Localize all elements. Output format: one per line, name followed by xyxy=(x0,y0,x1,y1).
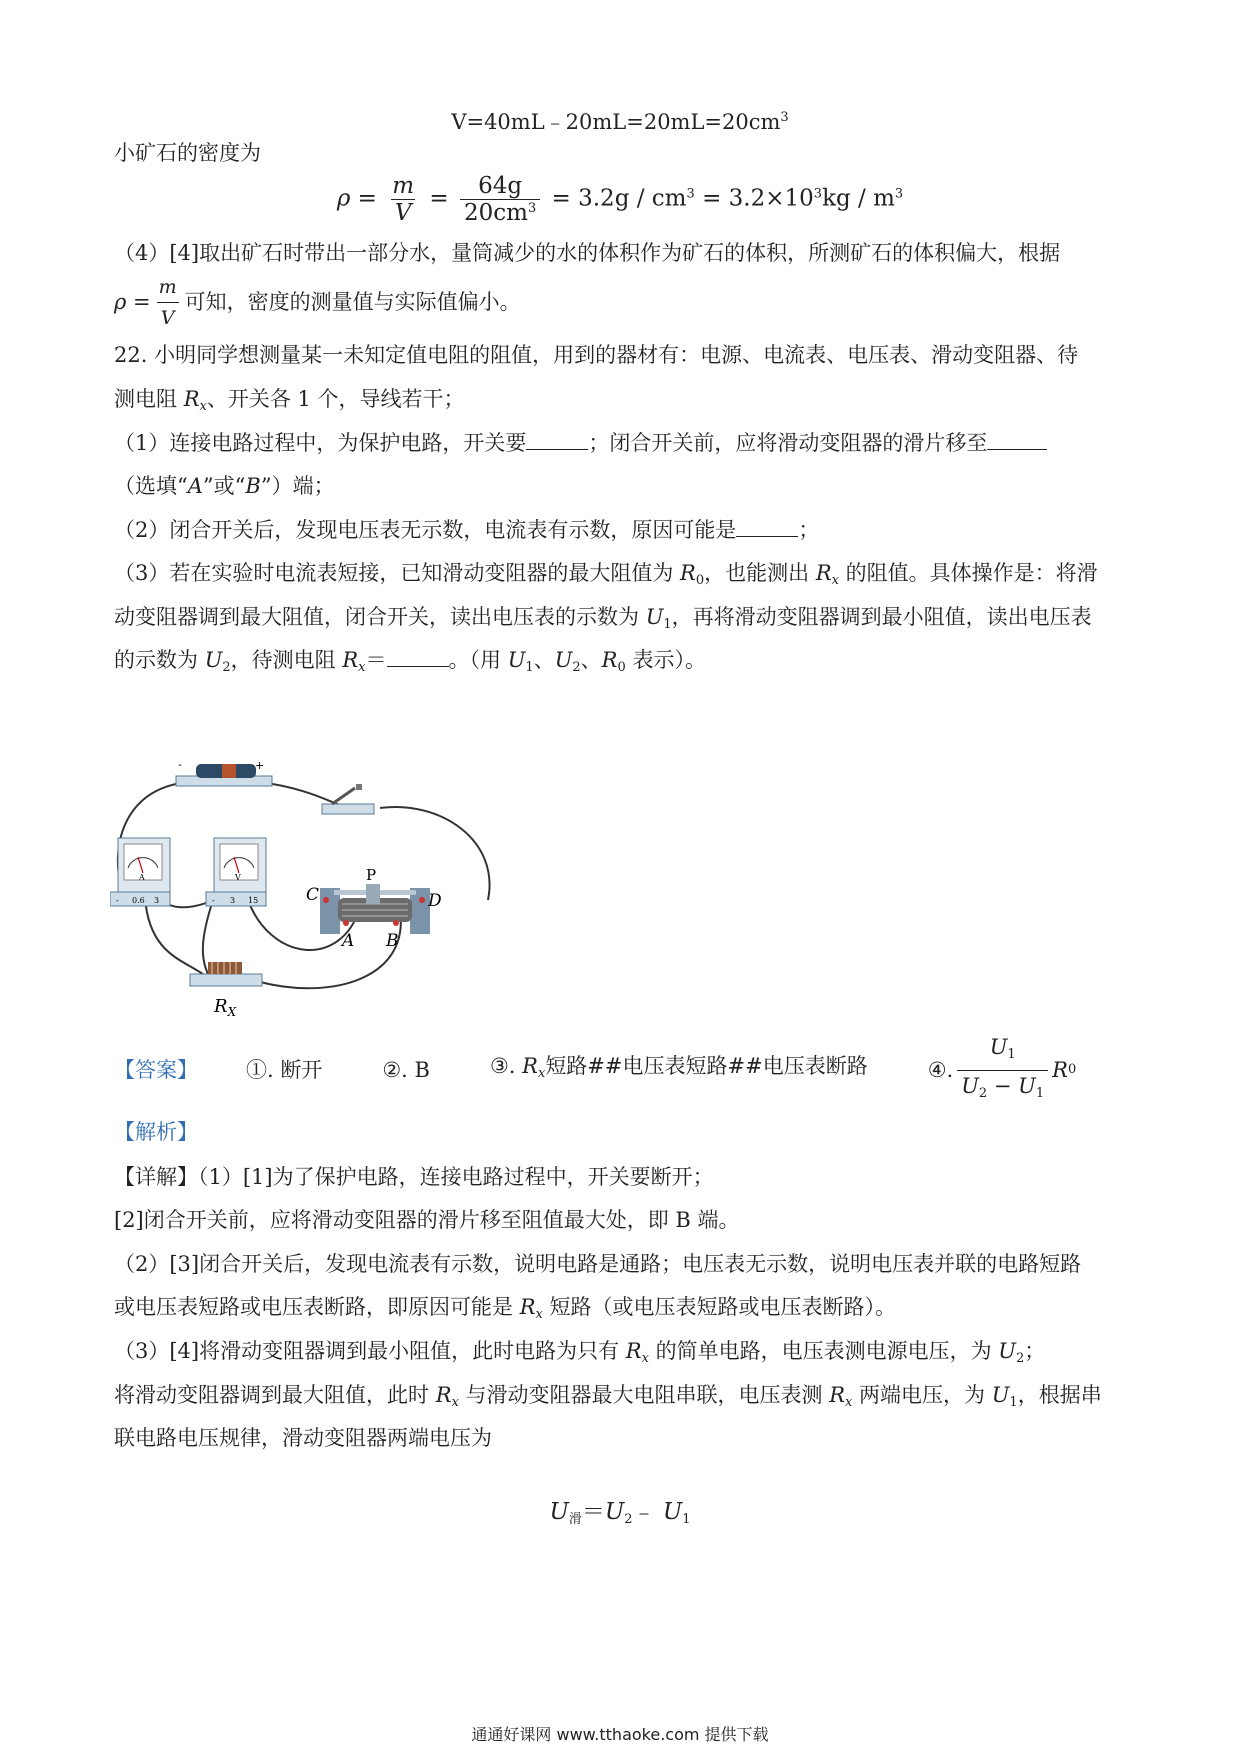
x-sub: x xyxy=(199,399,207,414)
para-4-line-1: （4）[4]取出矿石时带出一部分水，量筒减少的水的体积作为矿石的体积，所测矿石的体积偏大，根据 xyxy=(114,241,1061,265)
ammeter xyxy=(110,838,170,906)
a-text: 将滑动变阻器调到最大阻值，此时 xyxy=(114,1383,436,1407)
blank-switch[interactable] xyxy=(526,449,588,450)
r-symbol: R xyxy=(601,648,618,672)
eq-minus: ﹣ xyxy=(632,1499,663,1525)
q-text: ”或“ xyxy=(202,474,246,498)
a3-prefix: ③. xyxy=(489,1054,523,1078)
a3-text: 短路##电压表短路##电压表断路 xyxy=(545,1054,868,1078)
x-sub: x xyxy=(845,1395,853,1410)
one-sub: 1 xyxy=(663,617,672,632)
para-4-text: 可知，密度的测量值与实际值偏小。 xyxy=(184,290,521,314)
density-value-1: = 3.2g / cm xyxy=(551,185,687,212)
volume-eq-text: V=40mL﹣20mL=20mL=20cm xyxy=(451,110,781,134)
r-symbol: R xyxy=(435,1383,452,1407)
voltmeter xyxy=(206,838,266,906)
question-part-1-line-1 xyxy=(114,428,1047,458)
zero-sub: 0 xyxy=(695,573,705,588)
battery-minus-label: - xyxy=(178,760,182,771)
rheostat xyxy=(306,866,442,951)
frac-den-text: 20cm xyxy=(463,200,528,226)
rho-inline: ρ xyxy=(114,290,127,314)
a-text: 的简单电路，电压表测电源电压，为 xyxy=(648,1339,999,1363)
q-text: （2）闭合开关后，发现电压表无示数，电流表有示数，原因可能是 xyxy=(114,518,737,542)
inline-fraction xyxy=(155,272,181,333)
answer-1: ①. 断开 xyxy=(246,1058,323,1082)
x-sub: x xyxy=(831,573,839,588)
one-sub: 1 xyxy=(1035,1085,1045,1101)
a4-den xyxy=(957,1070,1048,1109)
two-sub: 2 xyxy=(624,1512,633,1527)
v-inline: V xyxy=(157,302,179,333)
volume-equation xyxy=(0,106,1240,136)
ammeter-term-3: 3 xyxy=(154,896,160,905)
q-text: 、 xyxy=(580,648,602,672)
r-symbol: R xyxy=(522,1054,538,1078)
rheostat-label-a: A xyxy=(342,931,355,951)
voltmeter-term-minus: - xyxy=(212,896,215,905)
u-symbol: U xyxy=(1018,1073,1036,1098)
wire-ammeter-rx xyxy=(145,898,210,980)
answer-4 xyxy=(928,1032,1077,1109)
a4-num xyxy=(986,1032,1020,1070)
a4-prefix: ④. xyxy=(927,1058,954,1082)
question-part-3-line-2 xyxy=(114,602,1092,640)
r-symbol: R xyxy=(815,561,832,585)
sup-ten3: 3 xyxy=(813,186,823,202)
rheostat-label-d: D xyxy=(428,891,442,911)
q-text: 表示）。 xyxy=(625,648,706,672)
eq-equals: ＝ xyxy=(581,1499,605,1525)
q-text: 的阻值。具体操作是：将滑 xyxy=(838,561,1098,585)
u-symbol: U xyxy=(549,1499,569,1525)
density-value-2: = 3.2×10 xyxy=(694,185,814,212)
u-symbol: U xyxy=(662,1499,683,1525)
u-symbol: U xyxy=(989,1034,1008,1059)
u-symbol: U xyxy=(554,648,573,672)
analysis-tag: 【解析】 xyxy=(114,1120,198,1144)
q-text: 、 xyxy=(533,648,555,672)
blank-reason[interactable] xyxy=(736,536,798,537)
u-symbol: U xyxy=(604,1499,625,1525)
density-intro: 小矿石的密度为 xyxy=(114,141,261,165)
analysis-line-1: 【详解】（1）[1]为了保护电路，连接电路过程中，开关要断开； xyxy=(114,1165,714,1189)
rx-sub: X xyxy=(227,1005,237,1019)
mass-volume-fraction xyxy=(460,173,540,226)
x-sub: x xyxy=(358,660,366,675)
a-text: 或电压表短路或电压表断路，即原因可能是 xyxy=(114,1295,520,1319)
density-formula: ρ = $\frac{m}{V}$ = $\frac{64g}{20cm^3}$ = $3.2g / cm^3 = 3.2\times 10^3kg / m^3$ xyxy=(336,173,904,226)
q-text: ；闭合开关前，应将滑动变阻器的滑片移至 xyxy=(588,431,988,455)
wire-switch-d xyxy=(380,807,490,900)
ammeter-letter: A xyxy=(139,873,145,882)
ammeter-term-06: 0.6 xyxy=(132,896,145,905)
r-symbol: R xyxy=(829,1383,846,1407)
answer-tag: 【答案】 xyxy=(114,1058,198,1082)
circuit-figure xyxy=(110,760,530,1020)
a-text: ； xyxy=(1024,1339,1046,1363)
a-text: 两端电压，为 xyxy=(852,1383,992,1407)
volume-eq-sup: 3 xyxy=(780,110,789,125)
q-text: ”）端； xyxy=(260,474,335,498)
one-sub: 1 xyxy=(1009,1395,1018,1410)
one-sub: 1 xyxy=(682,1512,691,1527)
frac-denominator xyxy=(460,199,540,226)
q-text: ，待测电阻 xyxy=(230,648,343,672)
u-symbol: U xyxy=(961,1073,979,1098)
answer-2: ②. B xyxy=(382,1058,430,1082)
a-text: ，根据串 xyxy=(1017,1383,1102,1407)
q-text: （1）连接电路过程中，为保护电路，开关要 xyxy=(114,431,527,455)
one-sub: 1 xyxy=(1007,1046,1016,1062)
option-b: B xyxy=(245,474,261,498)
r-symbol: R xyxy=(342,648,359,672)
zero-sub: 0 xyxy=(1067,1062,1077,1077)
r-symbol: R xyxy=(625,1339,642,1363)
sup-cm3: 3 xyxy=(686,186,695,202)
option-a: A xyxy=(187,474,203,498)
x-sub: x xyxy=(641,1351,649,1366)
a-text: （3）[4]将滑动变阻器调到最小阻值，此时电路为只有 xyxy=(114,1339,626,1363)
r-symbol: R xyxy=(183,387,200,411)
question-part-1-line-2 xyxy=(114,471,335,501)
q-text: 。（用 xyxy=(448,648,508,672)
analysis-line-5 xyxy=(114,1336,1045,1374)
ammeter-term-minus: - xyxy=(116,896,119,905)
blank-rx-expression[interactable] xyxy=(387,666,449,667)
u-slide-sub: 滑 xyxy=(568,1512,582,1527)
two-sub: 2 xyxy=(1016,1351,1025,1366)
v-symbol: V xyxy=(391,199,416,226)
question-part-2 xyxy=(114,515,819,545)
sup-m3: 3 xyxy=(894,186,904,202)
x-sub: x xyxy=(451,1395,459,1410)
frac-den-sup: 3 xyxy=(527,201,537,216)
m-symbol: m xyxy=(392,173,415,199)
r-symbol: R xyxy=(680,561,696,585)
voltmeter-term-15: 15 xyxy=(248,896,259,905)
q-text: 测电阻 xyxy=(114,387,184,411)
answer-3 xyxy=(490,1051,868,1089)
voltmeter-term-3: 3 xyxy=(230,896,236,905)
x-sub: x xyxy=(535,1307,543,1322)
footer-credit: 通通好课网 www.tthaoke.com 提供下载 xyxy=(471,1725,769,1744)
resistor-rx xyxy=(190,962,262,1019)
q-text: （选填“ xyxy=(114,474,188,498)
density-value-3: kg / m xyxy=(822,185,895,212)
rho-symbol: ρ xyxy=(336,185,351,212)
battery xyxy=(176,760,272,786)
analysis-line-7: 联电路电压规律，滑动变阻器两端电压为 xyxy=(114,1426,492,1450)
para-4-line-2: ρ = $\frac{m}{V}$ 可知，密度的测量值与实际值偏小。 xyxy=(114,274,521,330)
one-sub: 1 xyxy=(525,660,534,675)
u-symbol: U xyxy=(645,605,664,629)
battery-plus-label: + xyxy=(255,760,265,772)
q-text: ，也能测出 xyxy=(704,561,816,585)
voltmeter-letter: V xyxy=(235,873,241,882)
rheostat-label-b: B xyxy=(386,931,399,951)
m-inline: m xyxy=(158,275,177,298)
u-symbol: U xyxy=(507,648,526,672)
answer-row xyxy=(114,1034,1077,1101)
q-text: ＝ xyxy=(365,648,387,672)
x-sub: x xyxy=(537,1066,546,1081)
frac-numerator: 64g xyxy=(478,173,523,199)
a-text: 与滑动变阻器最大电阻串联，电压表测 xyxy=(458,1383,830,1407)
u-symbol: U xyxy=(204,648,223,672)
rheostat-label-c: C xyxy=(306,885,320,905)
two-sub: 2 xyxy=(222,660,231,675)
rheostat-label-p: P xyxy=(366,866,377,884)
q-text: 的示数为 xyxy=(114,648,205,672)
switch xyxy=(322,784,374,814)
q-text: ，再将滑动变阻器调到最小阻值，读出电压表 xyxy=(671,605,1092,629)
q-text: 、开关各 1 个，导线若干； xyxy=(206,387,465,411)
zero-sub: 0 xyxy=(617,660,626,675)
u-symbol: U xyxy=(991,1383,1010,1407)
m-over-v-fraction xyxy=(388,173,418,226)
u-symbol: U xyxy=(998,1339,1016,1363)
r-symbol: R xyxy=(519,1295,536,1319)
a-text: 短路（或电压表短路或电压表断路）。 xyxy=(542,1295,897,1319)
slider-voltage-equation xyxy=(0,1493,1240,1527)
analysis-line-6 xyxy=(114,1380,1102,1418)
blank-slider-end[interactable] xyxy=(987,449,1047,450)
two-sub: 2 xyxy=(978,1085,988,1101)
a4-minus: − xyxy=(987,1073,1019,1098)
rx-label xyxy=(213,996,237,1019)
question-22-line-1: 22. 小明同学想测量某一未知定值电阻的阻值，用到的器材有：电源、电流表、电压表、滑动变阻器、待 xyxy=(114,343,1079,367)
answer-4-fraction xyxy=(957,1032,1048,1109)
q-text: （3）若在实验时电流表短接，已知滑动变阻器的最大阻值为 xyxy=(114,561,681,585)
q-text: 动变阻器调到最大阻值，闭合开关，读出电压表的示数为 xyxy=(114,605,646,629)
q-text: ； xyxy=(798,518,820,542)
question-22-line-2 xyxy=(114,384,465,422)
analysis-line-2: [2]闭合开关前，应将滑动变阻器的滑片移至阻值最大处，即 B 端。 xyxy=(114,1208,740,1232)
analysis-line-3: （2）[3]闭合开关后，发现电流表有示数，说明电路是通路；电压表无示数，说明电压表并联的电路短路 xyxy=(114,1252,1082,1276)
analysis-line-4 xyxy=(114,1292,896,1330)
question-part-3-line-1 xyxy=(114,558,1098,596)
rx-letter: R xyxy=(214,996,228,1017)
r-symbol: R xyxy=(1052,1058,1068,1082)
two-sub: 2 xyxy=(572,660,581,675)
question-part-3-line-3 xyxy=(114,645,706,683)
